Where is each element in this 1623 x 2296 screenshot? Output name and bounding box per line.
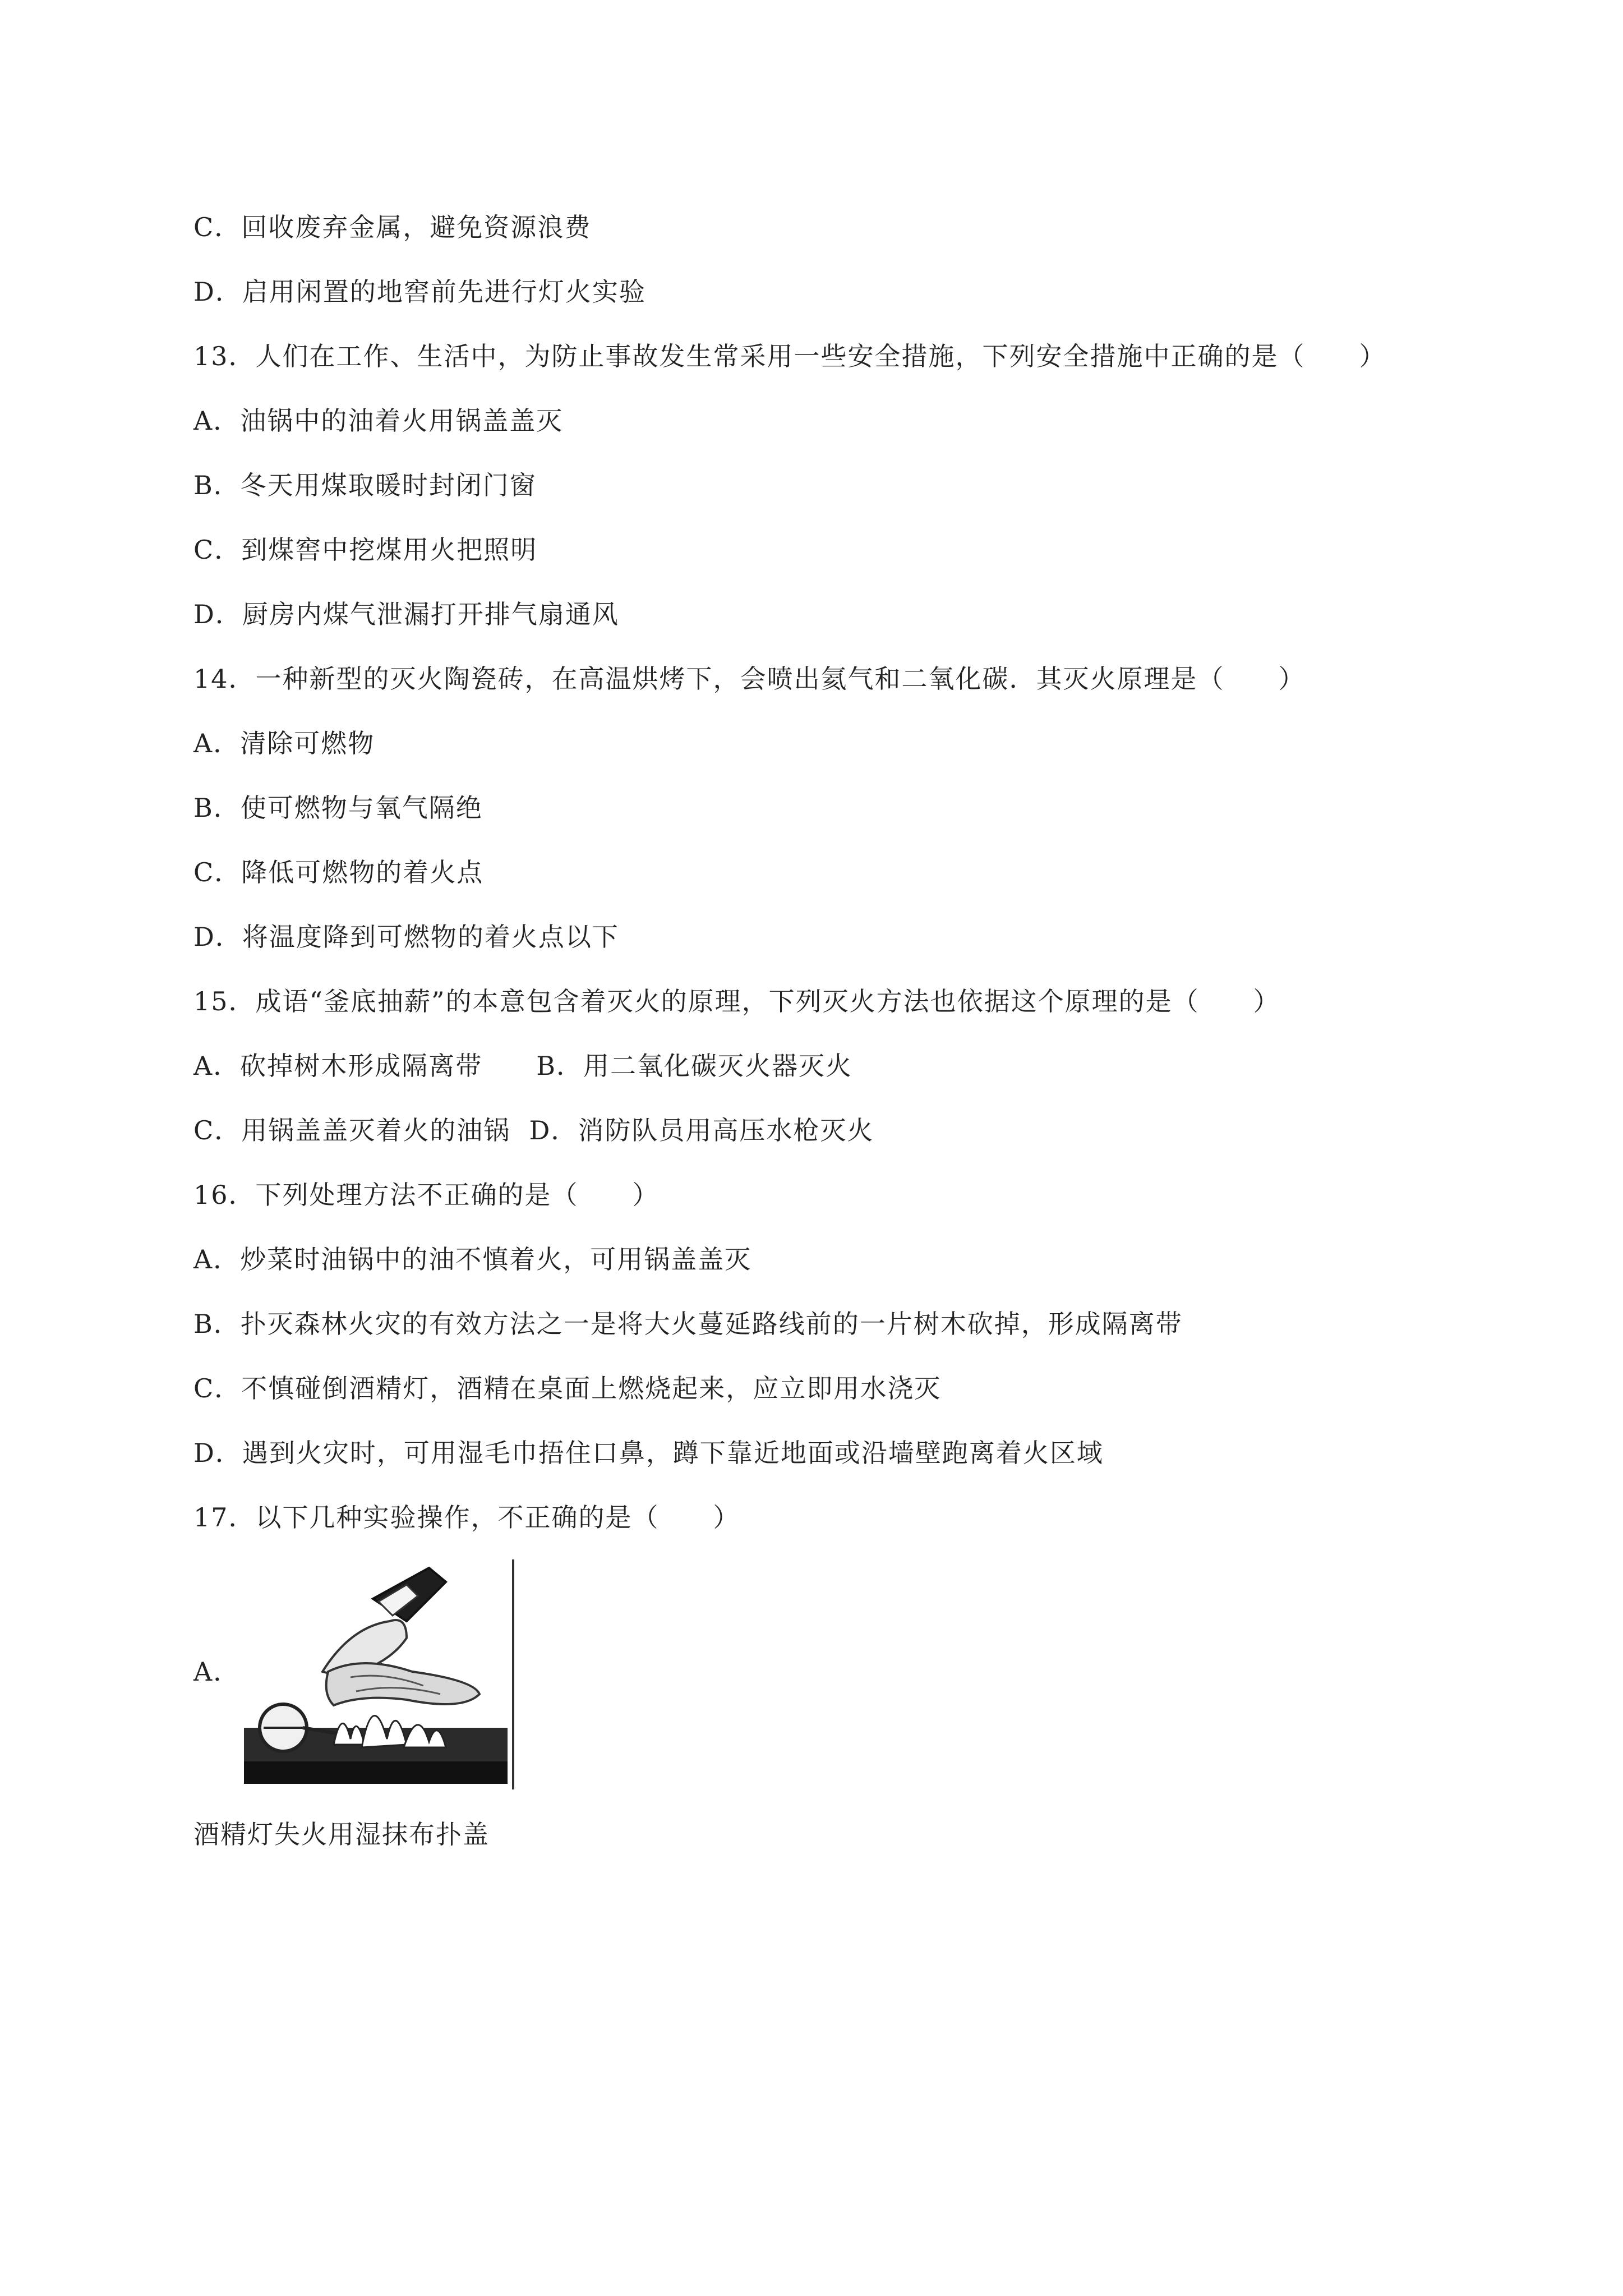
option-16c: C．不慎碰倒酒精灯，酒精在桌面上燃烧起来，应立即用水浇灭 (193, 1373, 942, 1404)
option-16b: B．扑灭森林火灾的有效方法之一是将大火蔓延路线前的一片树木砍掉，形成隔离带 (193, 1309, 1183, 1339)
question-14: 14．一种新型的灭火陶瓷砖，在高温烘烤下，会喷出氦气和二氧化碳．其灭火原理是（ ） (193, 664, 1306, 694)
option-13d: D．厨房内煤气泄漏打开排气扇通风 (193, 599, 619, 629)
line-d12: D．启用闲置的地窖前先进行灯火实验 (193, 277, 646, 307)
options-15ab: A．砍掉树木形成隔离带 B．用二氧化碳灭火器灭火 (193, 1051, 853, 1081)
option-13a: A．油锅中的油着火用锅盖盖灭 (193, 406, 564, 436)
option-13b: B．冬天用煤取暖时封闭门窗 (193, 470, 537, 500)
question-15: 15．成语“釜底抽薪”的本意包含着灭火的原理，下列灭火方法也依据这个原理的是（ ） (193, 986, 1280, 1016)
option-13c: C．到煤窖中挖煤用火把照明 (193, 535, 538, 565)
option-14c: C．降低可燃物的着火点 (193, 857, 484, 887)
question-17: 17．以下几种实验操作，不正确的是（ ） (193, 1502, 740, 1533)
option-16d: D．遇到火灾时，可用湿毛巾捂住口鼻，蹲下靠近地面或沿墙壁跑离着火区域 (193, 1438, 1104, 1468)
option-14b: B．使可燃物与氧气隔绝 (193, 793, 483, 823)
option-17a-label: A． (193, 1657, 241, 1687)
figure-caption: 酒精灯失火用湿抹布扑盖 (193, 1819, 490, 1849)
option-16a: A．炒菜时油锅中的油不慎着火，可用锅盖盖灭 (193, 1244, 752, 1274)
alcohol-lamp-fire-figure (238, 1559, 516, 1789)
option-14d: D．将温度降到可燃物的着火点以下 (193, 922, 619, 952)
option-14a: A．清除可燃物 (193, 728, 375, 758)
question-13: 13．人们在工作、生活中，为防止事故发生常采用一些安全措施，下列安全措施中正确的是（ ） (193, 341, 1386, 371)
question-16: 16．下列处理方法不正确的是（ ） (193, 1180, 660, 1210)
line-c12: C．回收废弃金属，避免资源浪费 (193, 212, 592, 242)
options-15cd: C．用锅盖盖灭着火的油锅 D．消防队员用高压水枪灭火 (193, 1115, 874, 1145)
